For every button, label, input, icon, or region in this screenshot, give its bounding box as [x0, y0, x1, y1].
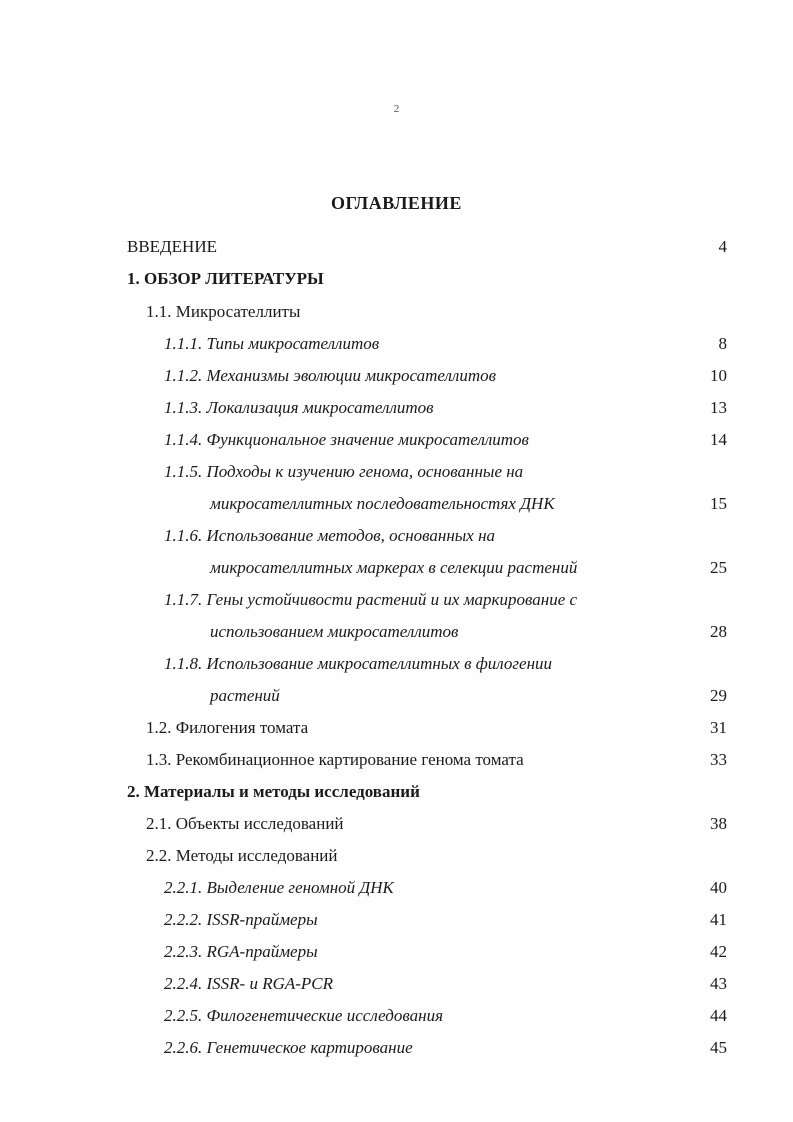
toc-title: ОГЛАВЛЕНИЕ: [331, 193, 462, 213]
toc-subsection: 2.2. Методы исследований: [146, 846, 338, 865]
toc-item-continuation: микросателлитных последовательностях ДНК: [210, 494, 555, 513]
toc-page-number: 28: [710, 622, 727, 641]
toc-item: 2.2.1. Выделение геномной ДНК: [164, 878, 394, 897]
toc-item-continuation: микросателлитных маркерах в селекции растений: [210, 558, 578, 577]
page-number: 2: [393, 103, 400, 115]
toc-item: 1.1.7. Гены устойчивости растений и их маркирование с: [164, 590, 578, 609]
toc-item: 1.1.4. Функциональное значение микросателлитов: [164, 430, 529, 449]
toc-page-number: 15: [710, 494, 727, 513]
toc-page-number: 40: [710, 878, 727, 897]
toc-item: 1.1.1. Типы микросателлитов: [164, 334, 380, 353]
toc-subsection: 1.1. Микросателлиты: [146, 302, 301, 321]
toc-item: 2.2.4. ISSR- и RGA-PCR: [164, 974, 334, 993]
toc-item-continuation: растений: [210, 686, 280, 705]
toc-page-number: 44: [710, 1006, 727, 1025]
toc-item: 1.1.8. Использование микросателлитных в филогении: [164, 654, 553, 673]
toc-section-heading: 2. Материалы и методы исследований: [127, 782, 420, 801]
toc-page-number: 41: [710, 910, 727, 929]
toc-page-number: 8: [718, 334, 727, 353]
toc-page-number: 45: [710, 1038, 727, 1057]
toc-subsection: 2.1. Объекты исследований: [146, 814, 344, 833]
toc-page-number: 38: [710, 814, 727, 833]
toc-item: 1.1.3. Локализация микросателлитов: [164, 398, 434, 417]
toc-page-number: 43: [710, 974, 727, 993]
toc-item: 2.2.2. ISSR-праймеры: [164, 910, 318, 929]
toc-page-number: 42: [710, 942, 727, 961]
toc-item: 1.1.6. Использование методов, основанных на: [164, 526, 496, 545]
toc-page-number: 10: [710, 366, 727, 385]
toc-item-continuation: использованием микросателлитов: [210, 622, 459, 641]
toc-subsection: 1.2. Филогения томата: [146, 718, 309, 737]
toc-item: 2.2.6. Генетическое картирование: [164, 1038, 413, 1057]
toc-item: 1.1.5. Подходы к изучению генома, основанные на: [164, 462, 524, 481]
toc-subsection: 1.3. Рекомбинационное картирование генома томата: [146, 750, 524, 769]
toc-page-number: 31: [710, 718, 727, 737]
toc-section-heading: 1. ОБЗОР ЛИТЕРАТУРЫ: [127, 269, 324, 288]
toc-item: 2.2.5. Филогенетические исследования: [164, 1006, 443, 1025]
toc-page-number: 33: [710, 750, 727, 769]
toc-entry-introduction: ВВЕДЕНИЕ: [127, 237, 217, 256]
toc-page-number: 29: [710, 686, 727, 705]
toc-page-number: 13: [710, 398, 727, 417]
toc-page-number: 25: [710, 558, 727, 577]
toc-item: 1.1.2. Механизмы эволюции микросателлитов: [164, 366, 496, 385]
toc-item: 2.2.3. RGA-праймеры: [164, 942, 318, 961]
toc-page-number: 14: [710, 430, 727, 449]
toc-page-number: 4: [718, 237, 727, 256]
